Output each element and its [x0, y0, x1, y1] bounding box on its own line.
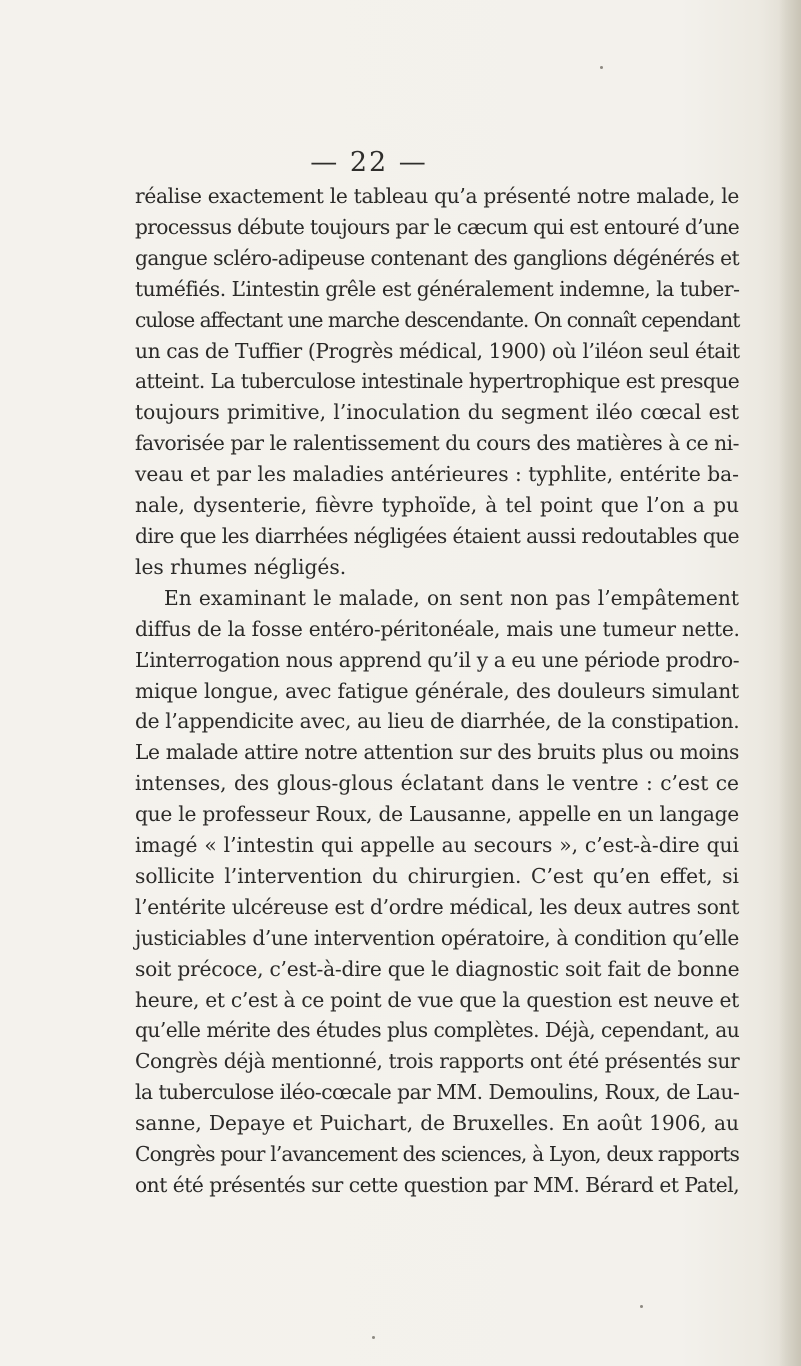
text-line: L’interrogation nous apprend qu’il y a eu une période prodro- — [135, 647, 740, 672]
text-line: soit précoce, c’est-à-dire que le diagnostic soit fait de bonne — [135, 956, 740, 981]
text-line: mique longue, avec fatigue générale, des douleurs simulant — [135, 678, 739, 703]
text-line: toujours primitive, l’inoculation du segment iléo cœcal est — [135, 400, 739, 425]
text-line: Congrès déjà mentionné, trois rapports ont été présentés sur — [135, 1049, 740, 1074]
text-line: qu’elle mérite des études plus complètes. Déjà, cependant, au — [135, 1018, 740, 1043]
text-line: heure, et c’est à ce point de vue que la question est neuve et — [135, 987, 739, 1012]
text-line: justiciables d’une intervention opératoire, à condition qu’elle — [135, 925, 739, 950]
text-line: que le professeur Roux, de Lausanne, appelle en un langage — [135, 802, 739, 827]
text-line: les rhumes négligés. — [135, 554, 347, 579]
text-line: l’entérite ulcéreuse est d’ordre médical, les deux autres sont — [135, 894, 739, 919]
text-line: la tuberculose iléo-cœcale par MM. Demoulins, Roux, de Lau- — [135, 1080, 740, 1105]
paper-speck — [600, 66, 603, 69]
text-line: En examinant le malade, on sent non pas l’empâtement — [164, 585, 739, 610]
text-line: culose affectant une marche descendante. On connaît cependant — [135, 307, 740, 332]
text-line: nale, dysenterie, fièvre typhoïde, à tel point que l’on a pu — [135, 493, 739, 518]
text-line: sollicite l’intervention du chirurgien. C’est qu’en effet, si — [135, 863, 739, 888]
paper-speck — [372, 1336, 375, 1339]
text-line: atteint. La tuberculose intestinale hypertrophique est presque — [135, 369, 740, 394]
text-line: un cas de Tuffier (Progrès médical, 1900) où l’iléon seul était — [135, 338, 740, 363]
body-text — [135, 181, 739, 1201]
text-line: Le malade attire notre attention sur des bruits plus ou moins — [135, 740, 739, 765]
text-line: veau et par les maladies antérieures : typhlite, entérite ba- — [135, 462, 739, 487]
page-number: — 22 — — [310, 147, 428, 178]
text-line: sanne, Depaye et Puichart, de Bruxelles. En août 1906, au — [135, 1111, 739, 1136]
text-line: intenses, des glous-glous éclatant dans le ventre : c’est ce — [135, 771, 739, 796]
text-line: de l’appendicite avec, au lieu de diarrhée, de la constipation. — [135, 709, 740, 734]
text-line: ont été présentés sur cette question par MM. Bérard et Patel, — [135, 1173, 740, 1197]
text-line: favorisée par le ralentissement du cours des matières à ce ni- — [135, 431, 739, 456]
text-line: dire que les diarrhées négligées étaient aussi redoutables que — [135, 523, 740, 548]
page-edge-shadow — [779, 0, 801, 1366]
text-line: gangue scléro-adipeuse contenant des ganglions dégénérés et — [135, 245, 739, 270]
text-line: tuméfiés. L’intestin grêle est généralement indemne, la tuber- — [135, 276, 740, 301]
text-line: processus débute toujours par le cæcum qui est entouré d’une — [135, 214, 740, 239]
paper-speck — [640, 1305, 643, 1308]
text-line: Congrès pour l’avancement des sciences, à Lyon, deux rapports — [135, 1142, 739, 1167]
text-line: imagé « l’intestin qui appelle au secours », c’est-à-dire qui — [135, 833, 739, 858]
text-line: diffus de la fosse entéro-péritonéale, mais une tumeur nette. — [135, 616, 740, 641]
text-line: réalise exactement le tableau qu’a présenté notre malade, le — [135, 184, 739, 208]
